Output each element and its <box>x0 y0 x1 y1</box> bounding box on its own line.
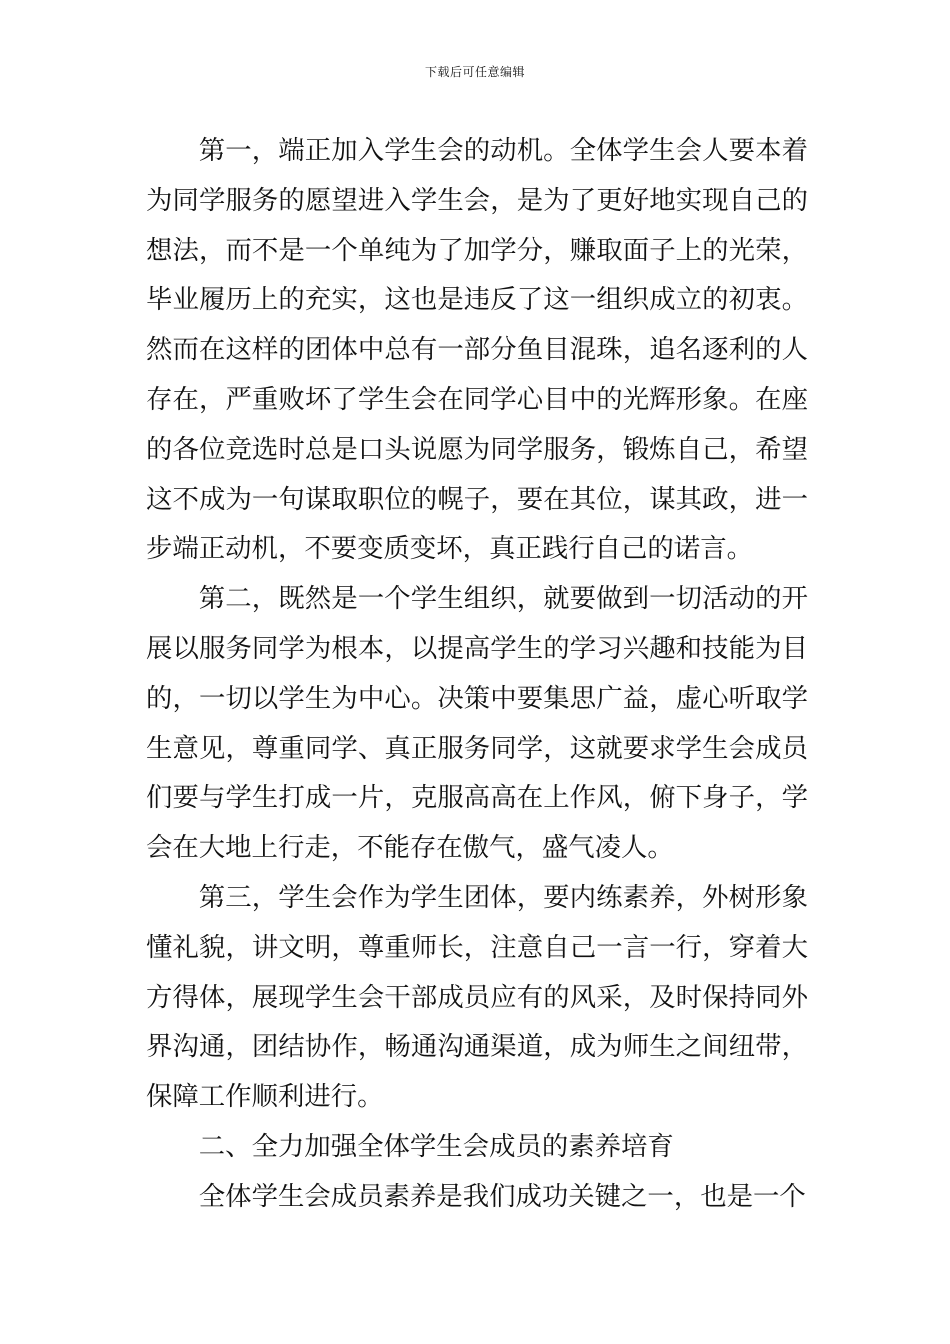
document-body <box>146 126 808 1222</box>
paragraph-member-quality: 全体学生会成员素养是我们成功关键之一，也是一个 <box>198 1180 806 1212</box>
page-header: 下载后可任意编辑 <box>424 65 525 79</box>
paragraph-serve-students: 第二，既然是一个学生组织，就要做到一切活动的开展以服务同学为根本，以提高学生的学习兴趣和技能为目的，一切以学生为中心。决策中要集思广益，虚心听取学生意见，尊重同学、真正服务同学，这就要求学生会成员们要与学生打成一片，克服高高在上作风，俯下身子，学会在大地上行走，不能存在傲气，盛气凌人。 <box>146 583 808 864</box>
section-heading: 二、全力加强全体学生会成员的素养培育 <box>198 1130 674 1162</box>
paragraph-motivation: 第一，端正加入学生会的动机。全体学生会人要本着为同学服务的愿望进入学生会，是为了更好地实现自己的想法，而不是一个单纯为了加学分，赚取面子上的光荣，毕业履历上的充实，这也是违反了这一组织成立的初衷。然而在这样的团体中总有一部分鱼目混珠，追名逐利的人存在，严重败坏了学生会在同学心目中的光辉形象。在座的各位竞选时总是口头说愿为同学服务，锻炼自己，希望这不成为一句谋取职位的幌子，要在其位，谋其政，进一步端正动机，不要变质变坏，真正践行自己的诺言。 <box>146 135 808 565</box>
paragraph-image: 第三，学生会作为学生团体，要内练素养，外树形象懂礼貌，讲文明，尊重师长，注意自己一言一行，穿着大方得体，展现学生会干部成员应有的风采，及时保持同外界沟通，团结协作，畅通沟通渠道，成为师生之间纽带，保障工作顺利进行。 <box>146 881 808 1113</box>
